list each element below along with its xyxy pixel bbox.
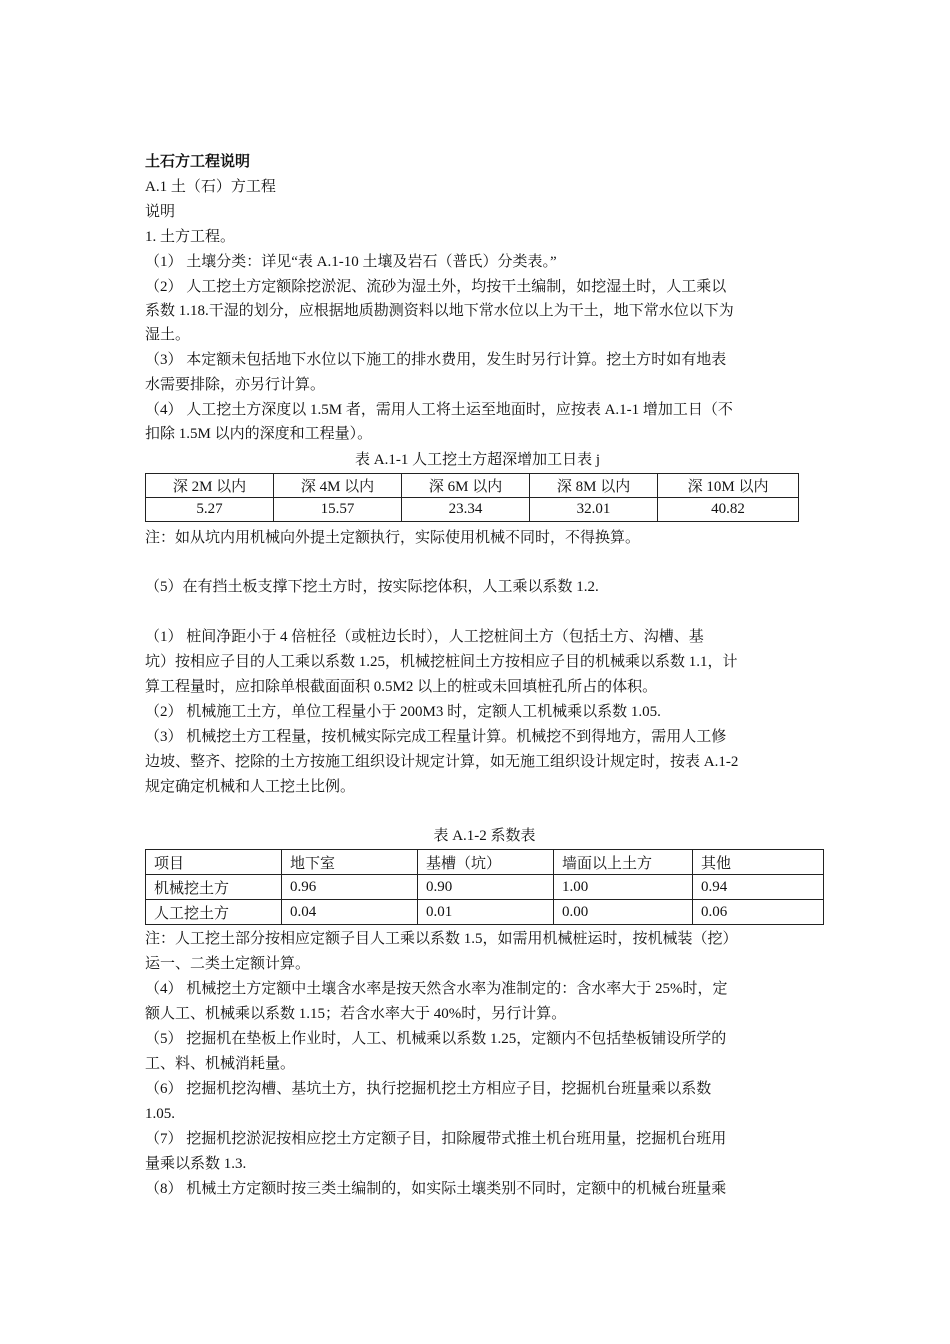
table-cell: 5.27 bbox=[146, 498, 274, 522]
depth-workday-table bbox=[145, 473, 799, 522]
table-cell: 0.94 bbox=[693, 875, 824, 900]
paragraph-line: 扣除 1.5M 以内的深度和工程量）。 bbox=[145, 426, 373, 442]
paragraph-line: （3） 本定额未包括地下水位以下施工的排水费用，发生时另行计算。挖土方时如有地表 bbox=[145, 352, 727, 368]
table-cell: 40.82 bbox=[658, 498, 799, 522]
table-cell: 32.01 bbox=[530, 498, 658, 522]
table-cell: 1.00 bbox=[554, 875, 693, 900]
table-cell: 23.34 bbox=[402, 498, 530, 522]
item-heading: 1. 土方工程。 bbox=[145, 229, 236, 245]
table-header-row bbox=[146, 474, 799, 498]
section-heading: A.1 土（石）方工程 bbox=[145, 179, 276, 195]
table-header-cell: 项目 bbox=[146, 850, 282, 875]
paragraph-line: （6） 挖掘机挖沟槽、基坑土方，执行挖掘机挖土方相应子目，挖掘机台班量乘以系数 bbox=[145, 1081, 712, 1097]
paragraph-line: （2） 人工挖土方定额除挖淤泥、流砂为湿土外，均按干土编制，如挖湿土时，人工乘以 bbox=[145, 279, 727, 295]
table-cell: 15.57 bbox=[274, 498, 402, 522]
table-header-row bbox=[146, 850, 824, 875]
paragraph-line: （4） 人工挖土方深度以 1.5M 者，需用人工将土运至地面时，应按表 A.1-1 增加工日（不 bbox=[145, 402, 733, 418]
paragraph-line: （5）在有挡土板支撑下挖土方时，按实际挖体积，人工乘以系数 1.2. bbox=[145, 579, 599, 595]
table-row bbox=[146, 900, 824, 925]
coefficient-table bbox=[145, 849, 824, 925]
paragraph-line: 算工程量时，应扣除单根截面面积 0.5M2 以上的桩或未回填桩孔所占的体积。 bbox=[145, 679, 658, 695]
table-header-cell: 墙面以上土方 bbox=[554, 850, 693, 875]
table2-caption: 表 A.1-2 系数表 bbox=[433, 828, 536, 844]
table-cell: 人工挖土方 bbox=[146, 900, 282, 925]
table2-note: 注：人工挖土部分按相应定额子目人工乘以系数 1.5，如需用机械桩运时，按机械装（挖） bbox=[145, 931, 738, 947]
paragraph-line: 边坡、整齐、挖除的土方按施工组织设计规定计算，如无施工组织设计规定时，按表 A.1-2 bbox=[145, 754, 739, 770]
table-cell: 机械挖土方 bbox=[146, 875, 282, 900]
table-cell: 0.90 bbox=[418, 875, 554, 900]
table2-note: 运一、二类土定额计算。 bbox=[145, 956, 311, 972]
table-header-cell: 深 8M 以内 bbox=[530, 474, 658, 498]
paragraph-line: 工、料、机械消耗量。 bbox=[145, 1056, 296, 1072]
table-header-cell: 其他 bbox=[693, 850, 824, 875]
table-header-cell: 深 6M 以内 bbox=[402, 474, 530, 498]
paragraph-line: 1.05. bbox=[145, 1106, 175, 1122]
paragraph-line: （2） 机械施工土方，单位工程量小于 200M3 时，定额人工机械乘以系数 1.05. bbox=[145, 704, 661, 720]
paragraph-line: （5） 挖掘机在垫板上作业时，人工、机械乘以系数 1.25，定额内不包括垫板铺设所学的 bbox=[145, 1031, 727, 1047]
paragraph-line: （1） 桩间净距小于 4 倍桩径（或桩边长时），人工挖桩间土方（包括土方、沟槽、基 bbox=[145, 629, 704, 645]
paragraph-line: （4） 机械挖土方定额中土壤含水率是按天然含水率为准制定的：含水率大于 25%时，定 bbox=[145, 981, 728, 997]
table1-note: 注：如从坑内用机械向外提土定额执行，实际使用机械不同时，不得换算。 bbox=[145, 530, 641, 546]
table1-caption: 表 A.1-1 人工挖土方超深增加工日表 j bbox=[355, 452, 600, 468]
paragraph-line: （1） 土壤分类：详见“表 A.1-10 土壤及岩石（普氏）分类表。” bbox=[145, 254, 557, 270]
table-cell: 0.96 bbox=[282, 875, 418, 900]
table-header-cell: 地下室 bbox=[282, 850, 418, 875]
doc-title: 土石方工程说明 bbox=[145, 154, 251, 170]
table-row bbox=[146, 875, 824, 900]
table-header-cell: 深 2M 以内 bbox=[146, 474, 274, 498]
paragraph-line: 湿土。 bbox=[145, 327, 191, 343]
paragraph-line: 坑）按相应子目的人工乘以系数 1.25，机械挖桩间土方按相应子目的机械乘以系数 1.1，计 bbox=[145, 654, 738, 670]
paragraph-line: 额人工、机械乘以系数 1.15；若含水率大于 40%时，另行计算。 bbox=[145, 1006, 567, 1022]
table-header-cell: 深 4M 以内 bbox=[274, 474, 402, 498]
paragraph-line: 规定确定机械和人工挖土比例。 bbox=[145, 779, 356, 795]
table-header-cell: 基槽（坑） bbox=[418, 850, 554, 875]
table-row bbox=[146, 498, 799, 522]
table-cell: 0.06 bbox=[693, 900, 824, 925]
paragraph-line: （8） 机械土方定额时按三类土编制的，如实际土壤类别不同时，定额中的机械台班量乘 bbox=[145, 1181, 727, 1197]
table-header-cell: 深 10M 以内 bbox=[658, 474, 799, 498]
explanation-heading: 说明 bbox=[145, 204, 176, 220]
paragraph-line: 系数 1.18.干湿的划分，应根据地质勘测资料以地下常水位以上为干土，地下常水位以下为 bbox=[145, 303, 734, 319]
table-cell: 0.01 bbox=[418, 900, 554, 925]
paragraph-line: （7） 挖掘机挖淤泥按相应挖土方定额子目，扣除履带式推土机台班用量，挖掘机台班用 bbox=[145, 1131, 727, 1147]
paragraph-line: （3） 机械挖土方工程量，按机械实际完成工程量计算。机械挖不到得地方，需用人工修 bbox=[145, 729, 727, 745]
table-cell: 0.04 bbox=[282, 900, 418, 925]
table-cell: 0.00 bbox=[554, 900, 693, 925]
paragraph-line: 水需要排除，亦另行计算。 bbox=[145, 377, 326, 393]
paragraph-line: 量乘以系数 1.3. bbox=[145, 1156, 247, 1172]
